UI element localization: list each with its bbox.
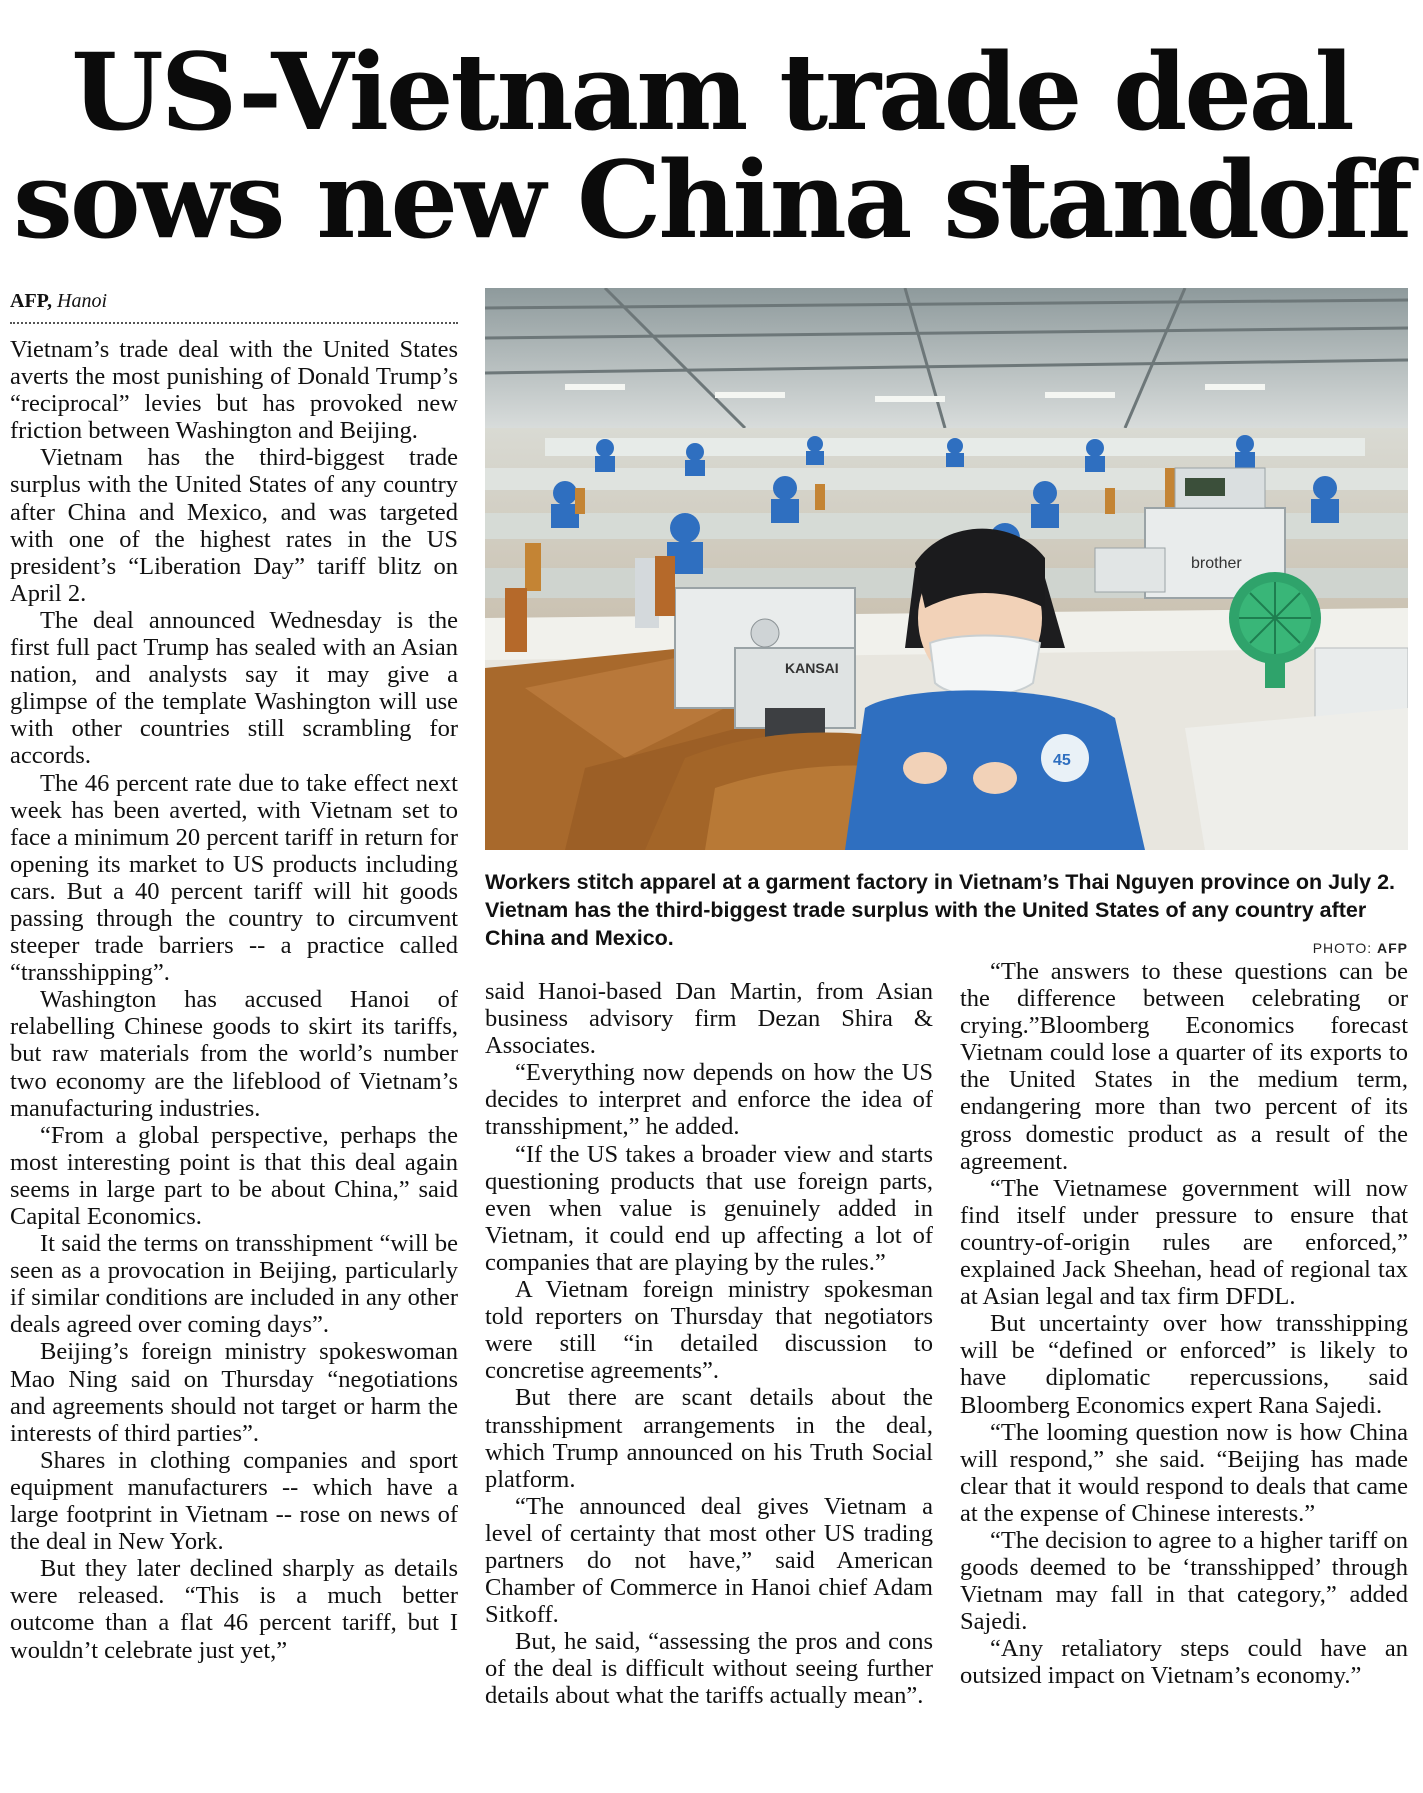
paragraph: “The announced deal gives Vietnam a level of certainty that most other US trading partners do not have,” said American Chamber of Commerce in Hanoi chief Adam Sitkoff. xyxy=(485,1492,933,1629)
paragraph: “The answers to these questions can be the difference between celebrating or crying.”Bloomberg Economics forecast Vietnam could lose a quarter of its exports to the United States in the medium term, endangering more than two percent of its gross domestic product as a result of the agreement. xyxy=(960,958,1408,1175)
paragraph: “If the US takes a broader view and starts questioning products that use foreign parts, even when value is genuinely added in Vietnam, it could end up affecting a lot of companies that are playing by the rules.” xyxy=(485,1140,933,1276)
headline-line-1: US-Vietnam trade deal xyxy=(71,29,1352,154)
paragraph: A Vietnam foreign ministry spokesman told reporters on Thursday that negotiators were still “in detailed discussion to concretise agreements”. xyxy=(485,1276,933,1385)
paragraph: It said the terms on transshipment “will be seen as a provocation in Beijing, particularly if similar conditions are included in any other deals agreed over coming days”. xyxy=(10,1230,458,1339)
paragraph: “The looming question now is how China will respond,” she said. “Beijing has made clear that it would respond to deals that came at the expense of Chinese interests.” xyxy=(960,1418,1408,1527)
byline-agency: AFP, xyxy=(10,290,53,312)
article-column-2 xyxy=(485,978,933,1786)
paragraph: said Hanoi-based Dan Martin, from Asian business advisory firm Dezan Shira & Associates. xyxy=(485,978,933,1060)
kansai-brand-label: KANSAI xyxy=(785,660,839,676)
factory-photo-illustration xyxy=(485,288,1408,850)
paragraph: Shares in clothing companies and sport equipment manufacturers -- which have a large footprint in Vietnam -- rose on news of the deal in New York. xyxy=(10,1446,458,1556)
brother-brand-label: brother xyxy=(1191,555,1242,572)
shirt-badge: 45 xyxy=(1053,752,1071,769)
paragraph: Vietnam has the third-biggest trade surplus with the United States of any country after China and Mexico, and was targeted with one of the highest rates in the US president’s “Liberation Day” tariff blitz on April 2. xyxy=(10,444,458,607)
photo-caption: Workers stitch apparel at a garment factory in Vietnam’s Thai Nguyen province on July 2. Vietnam has the third-biggest trade surplus with the United States of any country after China and Mexico. xyxy=(485,870,1396,950)
paragraph: “From a global perspective, perhaps the most interesting point is that this deal again seems in large part to be about China,” said Capital Economics. xyxy=(10,1121,458,1230)
paragraph: But uncertainty over how transshipping will be “defined or enforced” is likely to have diplomatic repercussions, said Bloomberg Economics expert Rana Sajedi. xyxy=(960,1310,1408,1419)
byline xyxy=(10,290,458,313)
paragraph: “The decision to agree to a higher tariff on goods deemed to be ‘transshipped’ through Vietnam may fall in that category,” added Sajedi. xyxy=(960,1526,1408,1636)
paragraph: But, he said, “assessing the pros and cons of the deal is difficult without seeing further details about what the tariffs actually mean”. xyxy=(485,1628,933,1710)
paragraph: Beijing’s foreign ministry spokeswoman Mao Ning said on Thursday “negotiations and agreements should not target or harm the interests of third parties”. xyxy=(10,1338,458,1447)
paragraph: The deal announced Wednesday is the first full pact Trump has sealed with an Asian nation, and analysts say it may give a glimpse of the template Washington will use with other countries still scrambling for accords. xyxy=(10,606,458,770)
byline-divider xyxy=(10,322,458,324)
article-column-3 xyxy=(960,958,1408,1786)
paragraph: “Everything now depends on how the US decides to interpret and enforce the idea of transshipment,” he added. xyxy=(485,1059,933,1141)
paragraph: The 46 percent rate due to take effect next week has been averted, with Vietnam set to face a minimum 20 percent tariff in return for opening its market to US products including cars. But a 40 percent tariff will hit goods passing through the country to circumvent steeper trade barriers -- a practice called “transshipping”. xyxy=(10,769,458,987)
paragraph: But there are scant details about the transshipment arrangements in the deal, which Trump announced on his Truth Social platform. xyxy=(485,1384,933,1493)
paragraph: Vietnam’s trade deal with the United States averts the most punishing of Donald Trump’s “reciprocal” levies but has provoked new friction between Washington and Beijing. xyxy=(10,336,458,445)
photo-credit-source: AFP xyxy=(1377,940,1408,956)
factory-photo xyxy=(485,288,1408,850)
headline-line-2: sows new China standoff xyxy=(13,137,1410,262)
paragraph: But they later declined sharply as details were released. “This is a much better outcome than a flat 46 percent tariff, but I wouldn’t celebrate just yet,” xyxy=(10,1555,458,1664)
byline-location: Hanoi xyxy=(57,290,108,312)
headline xyxy=(0,29,1423,262)
photo-credit xyxy=(1313,940,1408,956)
article-column-1 xyxy=(10,336,458,1786)
paragraph: “Any retaliatory steps could have an outsized impact on Vietnam’s economy.” xyxy=(960,1635,1408,1690)
paragraph: “The Vietnamese government will now find itself under pressure to ensure that country-of-origin rules are enforced,” explained Jack Sheehan, head of regional tax at Asian legal and tax firm DFDL. xyxy=(960,1174,1408,1311)
photo-credit-label: PHOTO: xyxy=(1312,940,1373,956)
paragraph: Washington has accused Hanoi of relabelling Chinese goods to skirt its tariffs, but raw materials from the world’s number two economy are the lifeblood of Vietnam’s manufacturing industries. xyxy=(10,986,458,1122)
